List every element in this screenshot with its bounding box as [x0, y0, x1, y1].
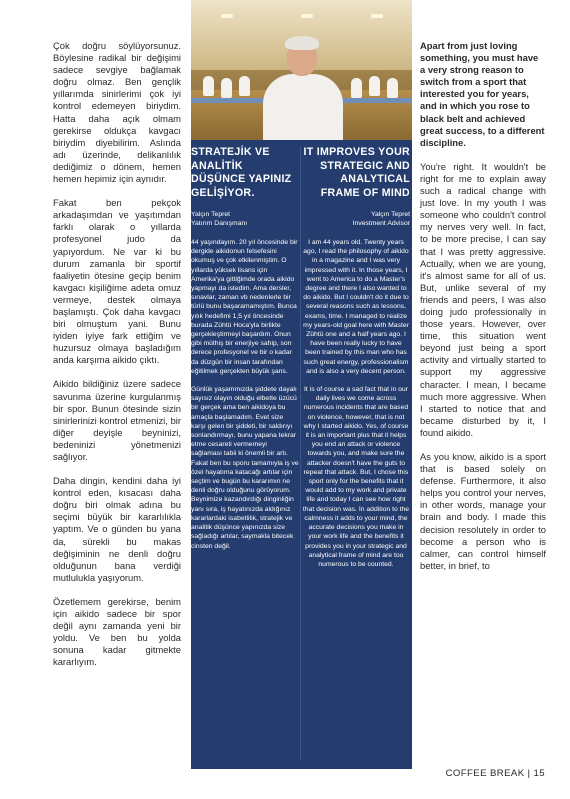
photo-student [221, 78, 232, 98]
photo-student [351, 78, 362, 98]
photo-ceiling-light [301, 14, 313, 18]
left-paragraph-2: Fakat ben pekçok arkadaşımdan ve yaşıtımdan farklı olarak o yıllarda profesyonel judo da yapıyordum. Ne var ki bu durum zamanla bir sportif faaliyetin ötesine geçip benim kavgacı kişiliğime adeta omuz vermeye, destek olmaya başlamıştı. Çok daha kavgacı biri olmuştum yani. Bunu iyiden iyiye fark ettiğim ve huzursuz olmaya başladığım anda karşıma aikido çıktı. [53, 197, 181, 366]
byline-role: Yatırım Danışmanı [191, 220, 248, 227]
interview-question: Apart from just loving something, you must have a very strong reason to switch from a sport that interested you for years, and in which you rose to black belt and achieved great success, to a different discipline. [420, 40, 545, 148]
sidebar-english-byline [302, 210, 410, 228]
interviewee-photo [191, 0, 412, 140]
left-paragraph-4: Daha dingin, kendini daha iyi kontrol eden, kısacası daha doğru biri olmak adına bu seçimi büyük bir kararlılıkla yaptım. Ve o günden bu yana da, sürekli bu makas değişiminin ne denli doğru olduğunun bana verdiği mutlulukla yaşıyorum. [53, 475, 181, 583]
left-paragraph-3: Aikido bildiğiniz üzere sadece savunma üzerine kurgulanmış bir spor. Bunun ötesinde sizin sinirlerinizi kontrol etmenizi, bir diğer deyişle beyninizi, bedeninizi yönetmenizi sağlıyor. [53, 378, 181, 462]
right-column [420, 40, 546, 584]
photo-gi [263, 74, 343, 140]
page-footer: COFFEE BREAK | 15 [445, 768, 545, 779]
right-paragraph-1: You're right. It wouldn't be right for me to explain away such a radical change with just love. In my youth I was someone who couldn't control my nerves very well. In fact, to be more precise, I can say that I was pretty aggressive. Actually, when we are young, it's almost same for all of us. But, unlike several of my friends and peers, I was also doing judo professionally in those years. However, over time, this situation went beyond just being a sport activity and virtually started to support my aggressive character. I mean, I became much more aggressive. When I started to notice that and became disturbed by it, I found aikido. [420, 160, 546, 438]
photo-student [203, 76, 214, 96]
sidebar-english [302, 146, 410, 578]
sidebar-box [191, 140, 412, 769]
left-column [53, 40, 181, 681]
photo-student [387, 78, 398, 98]
sidebar-turkish [191, 146, 299, 560]
photo-ceiling-light [371, 14, 383, 18]
byline-role: Investment Advisor [352, 220, 410, 227]
left-paragraph-5: Özetlemem gerekirse, benim için aikido sadece bir spor değil aynı zamanda yeni bir yoldu. Ve ben bu yolda sonuna kadar gitmekte kararlıyım. [53, 595, 181, 668]
sidebar-turkish-paragraph-1: 44 yaşındayım. 20 yıl öncesinde bir dergide aikidonun felsefesini okumuş ve çok etkilenmiştim. O yıllarda yüksek lisans için Amerika'ya gittiğimde orada aikido yapmayı da istedim. Ama dersler, sınavlar, zaman vb nedenlerle bir türlü bunu başaramamıştım. Bunca yılık hedefimi 1,5 yıl öncesinde burada Zühtü Hoca'yla birlikte gerçekleştirmeyi başardım. Onun gibi müthiş bir enerjiye sahip, son derece profesyonel ve bir o kadar da düzgün bir insan tarafından eğitilmek gerçekten büyük şans. [191, 239, 298, 375]
sidebar-turkish-paragraph-2: Günlük yaşammızda şiddete dayalı sayısız olayın olduğu elbette üzücü bir gerçek ama ben aikidoya bu amaçla başlamadım. Evet size karşı gelen bir şiddeti, bir saldırıyı sonlandırmayı, bunu yapana tekrar etme cesareti vermemeyi sağlaması tabii ki önemli bir artı. Fakat ben bu sporu tamamıyla iş ve özel hayatıma katacağı artılar için seçtim ve bugün bu kararımın ne denli doğru olduğunu görüyorum. Beynimize kazandırdığı dinginliğin yanı sıra, iş hayatınızda aldığınız kararlardaki isabetlilik, stratejik ve analitik düşünce yapınızda size sağladığı artılar, saymakla bitecek cinsten değil. [191, 386, 299, 550]
photo-student [369, 76, 380, 96]
sidebar-english-heading: IT IMPROVES YOUR STRATEGIC AND ANALYTICAL FRAME OF MIND [303, 146, 410, 199]
sidebar-turkish-heading: STRATEJİK VE ANALİTİK DÜŞÜNCE YAPINIZ GELİŞİYOR. [191, 146, 292, 199]
photo-ceiling-light [221, 14, 233, 18]
sidebar-divider [300, 146, 301, 761]
byline-name: Yalçın Tepret [370, 211, 410, 218]
photo-man-in-gi [263, 30, 343, 140]
sidebar-english-paragraph-2: It is of course a sad fact that in our daily lives we come across numerous incidents that are based on violence, however, that is not why I started aikido. Yes, of course it is an important plus that it helps you end an attack or violence towards you, and make sure the attacker doesn't have the guts to repeat that attack. But, I chose this sport only for the benefits that it would add to my work and private life and today I can see how right that decision was. In addition to the calmness it adds to your mind, the accurate decisions you make in your work life and the benefits it provides you in your strategic and analytical frame of mind are too numerous to be counted. [302, 386, 410, 568]
sidebar-english-paragraph-1: I am 44 years old. Twenty years ago, I read the philosophy of aikido in a magazine and I was very impressed with it. In those years, I went to America to do a Master's degree and there I also wanted to do aikido. But I couldn't do it due to several reasons such as lessons, exams, time. I managed to realize my years-old goal here with Master Zühtü one and a half years ago. I have been really lucky to have been trained by this man who has such great energy, professionalism and is also a very decent person. [303, 239, 409, 375]
photo-hair [285, 36, 319, 50]
byline-name: Yalçın Tepret [191, 211, 231, 218]
right-paragraph-2: As you know, aikido is a sport that is based solely on defense. Furthermore, it also helps you control your nerves, in other words, manage your brain and body. I made this decision resolutely in order to become a person who is calmer, can control himself better, in brief, to [420, 451, 546, 571]
photo-student [239, 76, 250, 96]
sidebar-turkish-byline [191, 210, 299, 228]
left-paragraph-1: Çok doğru söylüyorsunuz. Böylesine radikal bir değişimi sadece sevgiye bağlamak doğru olmaz. Ben gençlik yıllarımda sinirlerimi çok iyi kontrol edemeyen biriydim. Hatta daha açık olmam gerekirse oldukça kavgacı biriydim diyebilirim. Aslında adı üzerinde, delikanlılık dediğimiz o dönem, hemen hemen hepimiz için aynıdır. [53, 40, 181, 185]
